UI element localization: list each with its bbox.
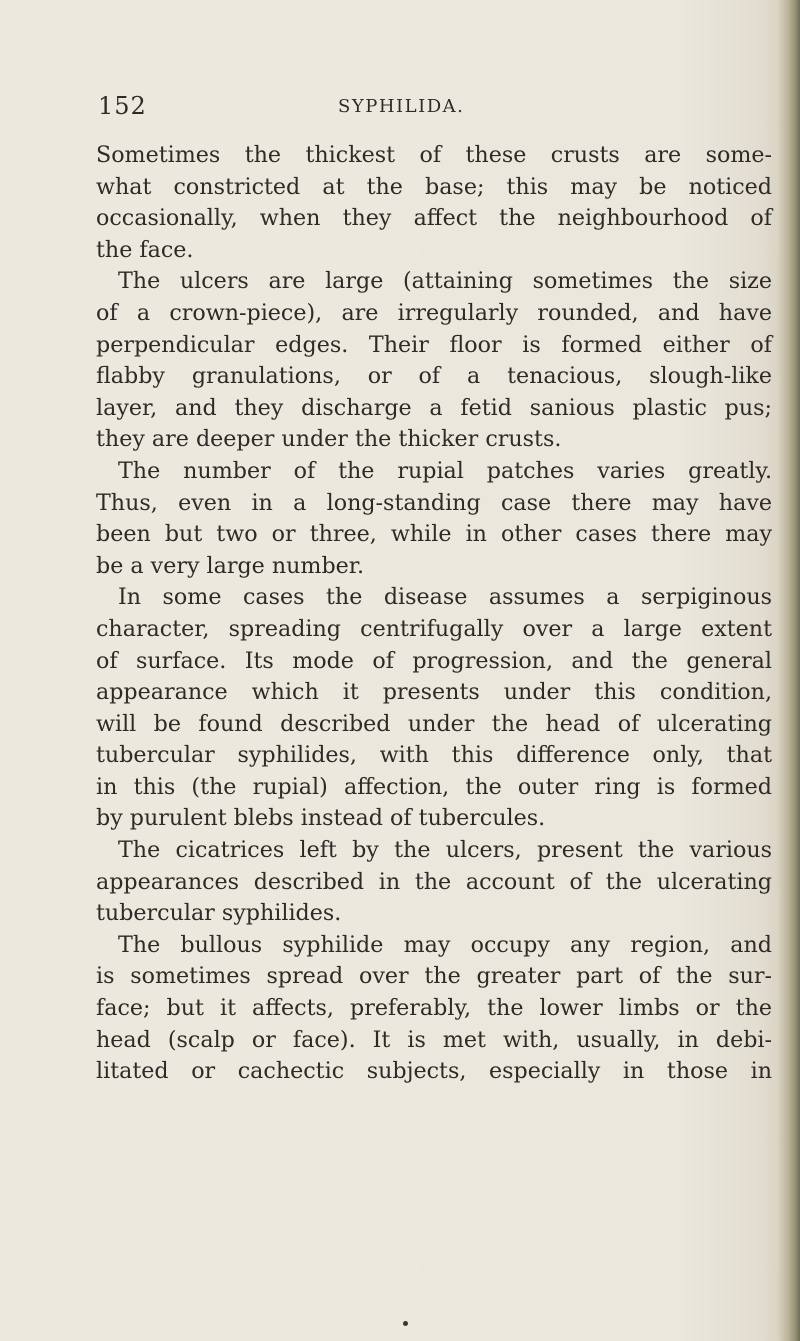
text-line: The cicatrices left by the ulcers, present the various [118,837,772,864]
body-text [96,140,772,1088]
text-line: In some cases the disease assumes a serpiginous [118,584,772,611]
ink-speck [403,1321,408,1326]
text-line: will be found described under the head of ulcerating [96,710,772,737]
text-line: flabby granulations, or of a tenacious, slough-like [96,363,772,390]
text-line: The number of the rupial patches varies greatly. [118,457,772,484]
text-line: be a very large number. [96,552,365,579]
text-line: perpendicular edges. Their floor is formed either of [96,331,772,358]
text-line: character, spreading centrifugally over a large extent [96,615,772,642]
text-line: what constricted at the base; this may be noticed [96,173,772,200]
text-line: head (scalp or face). It is met with, usually, in debi- [96,1026,772,1053]
running-title: SYPHILIDA. [338,96,465,117]
page-number: 152 [98,92,147,120]
text-line: appearances described in the account of the ulcerating [96,868,772,895]
text-line: Thus, even in a long-standing case there may have [96,489,772,516]
text-line: the face. [96,236,194,263]
text-line: Sometimes the thickest of these crusts are some- [96,142,772,168]
text-line: in this (the rupial) affection, the outer ring is formed [96,773,772,800]
text-line: litated or cachectic subjects, especially in those in [96,1058,772,1085]
text-line: tubercular syphilides, with this difference only, that [96,742,772,769]
text-line: been but two or three, while in other cases there may [96,521,772,548]
text-line: layer, and they discharge a fetid sanious plastic pus; [96,394,772,421]
text-line: The bullous syphilide may occupy any region, and [118,931,772,958]
text-line: of surface. Its mode of progression, and the general [96,647,772,674]
text-line: is sometimes spread over the greater part of the sur- [96,963,772,990]
text-line: The ulcers are large (attaining sometimes the size [118,268,772,295]
text-line: tubercular syphilides. [96,900,342,927]
text-line: by purulent blebs instead of tubercules. [96,805,546,832]
page-header [98,92,738,122]
text-line: appearance which it presents under this condition, [96,679,772,706]
page-binding-edge [778,0,800,1341]
text-line: of a crown-piece), are irregularly rounded, and have [96,299,772,326]
text-line: occasionally, when they affect the neighbourhood of [96,205,772,232]
text-line: face; but it affects, preferably, the lower limbs or the [96,995,772,1022]
text-line: they are deeper under the thicker crusts. [96,426,562,453]
